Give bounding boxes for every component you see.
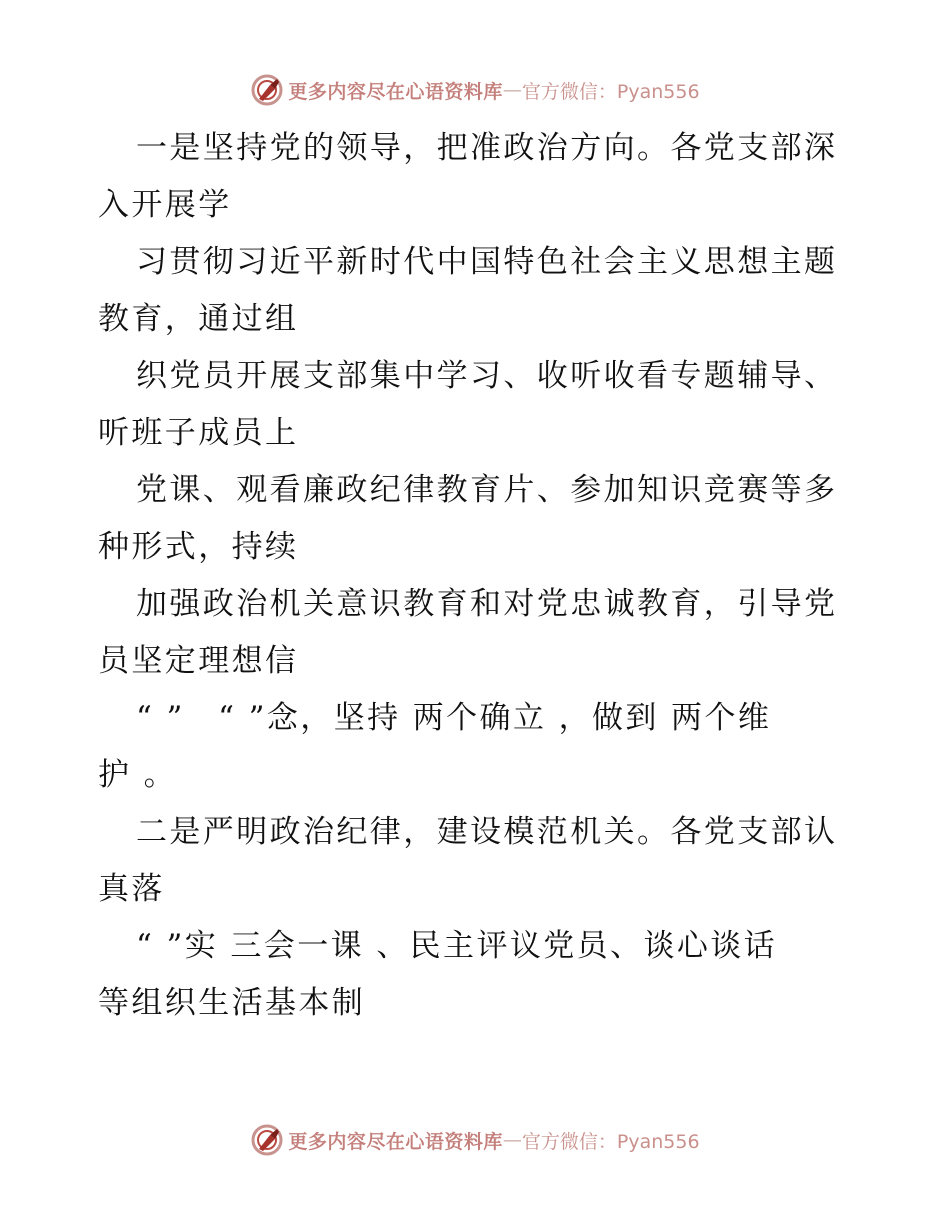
- text-line: “ ”实 三会一课 、民主评议党员、谈心谈话: [136, 928, 778, 964]
- footer-watermark: [0, 1120, 950, 1160]
- text-line: 员坚定理想信: [98, 643, 299, 679]
- text-line: 听班子成员上: [98, 415, 299, 451]
- text-line: 入开展学: [98, 187, 232, 223]
- watermark-title: 更多内容尽在心语资料库: [288, 1130, 503, 1153]
- text-line: 等组织生活基本制: [98, 985, 366, 1021]
- watermark-separator: —: [502, 79, 522, 101]
- watermark-separator: —: [502, 1129, 522, 1151]
- text-line: 一是坚持党的领导，把准政治方向。各党支部深: [136, 130, 838, 166]
- text-line: 党课、观看廉政纪律教育片、参加知识竞赛等多: [136, 472, 838, 508]
- text-line: 教育，通过组: [98, 301, 299, 337]
- document-body: [98, 120, 858, 1032]
- text-line: “ ” “ ”念，坚持 两个确立 ，做到 两个维: [136, 700, 772, 736]
- header-watermark: [0, 70, 950, 110]
- pen-nib-logo-icon: [250, 73, 284, 107]
- watermark-title: 更多内容尽在心语资料库: [288, 80, 503, 103]
- text-line: 真落: [98, 871, 165, 907]
- pen-nib-logo-icon: [250, 1123, 284, 1157]
- text-line: 习贯彻习近平新时代中国特色社会主义思想主题: [136, 244, 838, 280]
- text-line: 织党员开展支部集中学习、收听收看专题辅导、: [136, 358, 838, 394]
- text-line: 护 。: [98, 757, 178, 793]
- watermark-contact: 官方微信：Pyan556: [521, 80, 700, 103]
- text-line: 二是严明政治纪律，建设模范机关。各党支部认: [136, 814, 838, 850]
- text-line: 种形式，持续: [98, 529, 299, 565]
- text-line: 加强政治机关意识教育和对党忠诚教育，引导党: [136, 586, 838, 622]
- watermark-contact: 官方微信：Pyan556: [521, 1130, 700, 1153]
